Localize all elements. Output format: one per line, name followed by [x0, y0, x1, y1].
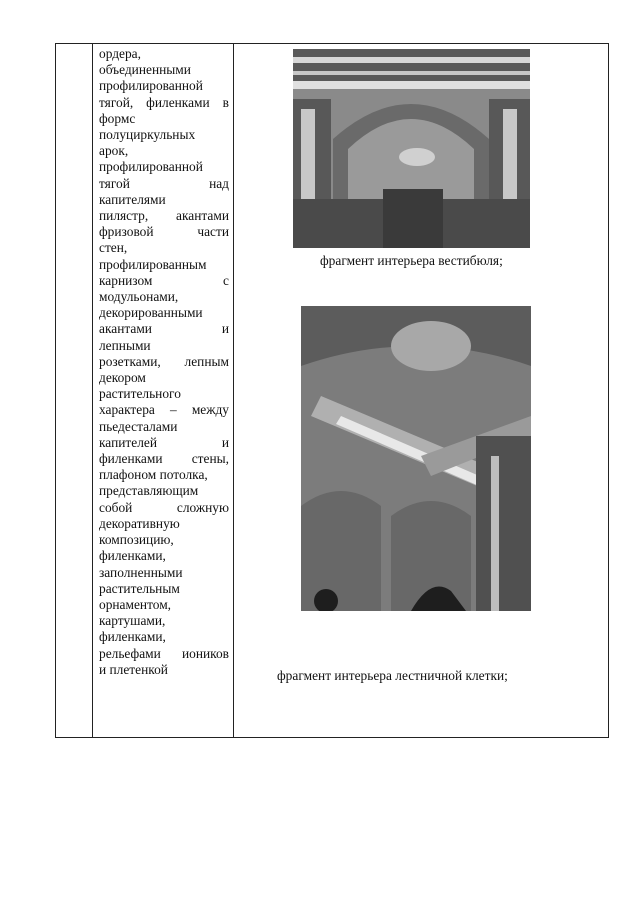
description-line: декорированными [99, 305, 203, 321]
description-line: характера – между [99, 402, 229, 418]
description-line: тягой, филенками в [99, 94, 229, 110]
description-line: профилированной [99, 159, 203, 175]
description-line: декором [99, 370, 146, 386]
description-line: растительным [99, 580, 180, 596]
image-cell [234, 44, 609, 738]
description-line: плафоном потолка, [99, 467, 208, 483]
description-line: пилястр, акантами [99, 208, 229, 224]
description-cell [93, 44, 234, 738]
description-line: рельефами иоников [99, 645, 229, 661]
description-line: модульонами, [99, 289, 179, 305]
description-line: розетками, лепным [99, 353, 229, 369]
description-line: растительного [99, 386, 181, 402]
description-line: капителями [99, 191, 166, 207]
description-line: пьедесталами [99, 418, 178, 434]
description-line: арок, [99, 143, 129, 159]
description-line: профилированной [99, 78, 203, 94]
table-row [56, 44, 609, 738]
description-line: карнизом с [99, 272, 229, 288]
description-line: лепными [99, 337, 151, 353]
vestibule-photo-caption: фрагмент интерьера вестибюля; [320, 253, 503, 268]
description-text [93, 44, 233, 678]
description-line: тягой над [99, 175, 229, 191]
description-line: орнаментом, [99, 596, 172, 612]
description-line: заполненными [99, 564, 183, 580]
description-line: стен, [99, 240, 128, 256]
vestibule-photo [293, 49, 530, 248]
description-line: объединенными [99, 62, 191, 78]
description-line: фризовой части [99, 224, 229, 240]
stairwell-photo [301, 306, 531, 611]
description-line: и плетенкой [99, 661, 168, 677]
description-line: картушами, [99, 613, 166, 629]
description-line: филенками, [99, 629, 166, 645]
description-line: филенками, [99, 548, 166, 564]
description-line: акантами и [99, 321, 229, 337]
document-table [55, 43, 609, 738]
description-line: профилированным [99, 256, 207, 272]
description-line: полуциркульных [99, 127, 196, 143]
description-line: декоративную [99, 515, 180, 531]
description-line: композицию, [99, 532, 174, 548]
description-line: филенками стены, [99, 451, 229, 467]
description-line: формс [99, 110, 136, 126]
description-line: собой сложную [99, 499, 229, 515]
description-line: представляющим [99, 483, 199, 499]
description-line: капителей и [99, 434, 229, 450]
number-cell [56, 44, 93, 738]
description-line: ордера, [99, 46, 141, 61]
stairwell-photo-caption: фрагмент интерьера лестничной клетки; [277, 668, 508, 683]
